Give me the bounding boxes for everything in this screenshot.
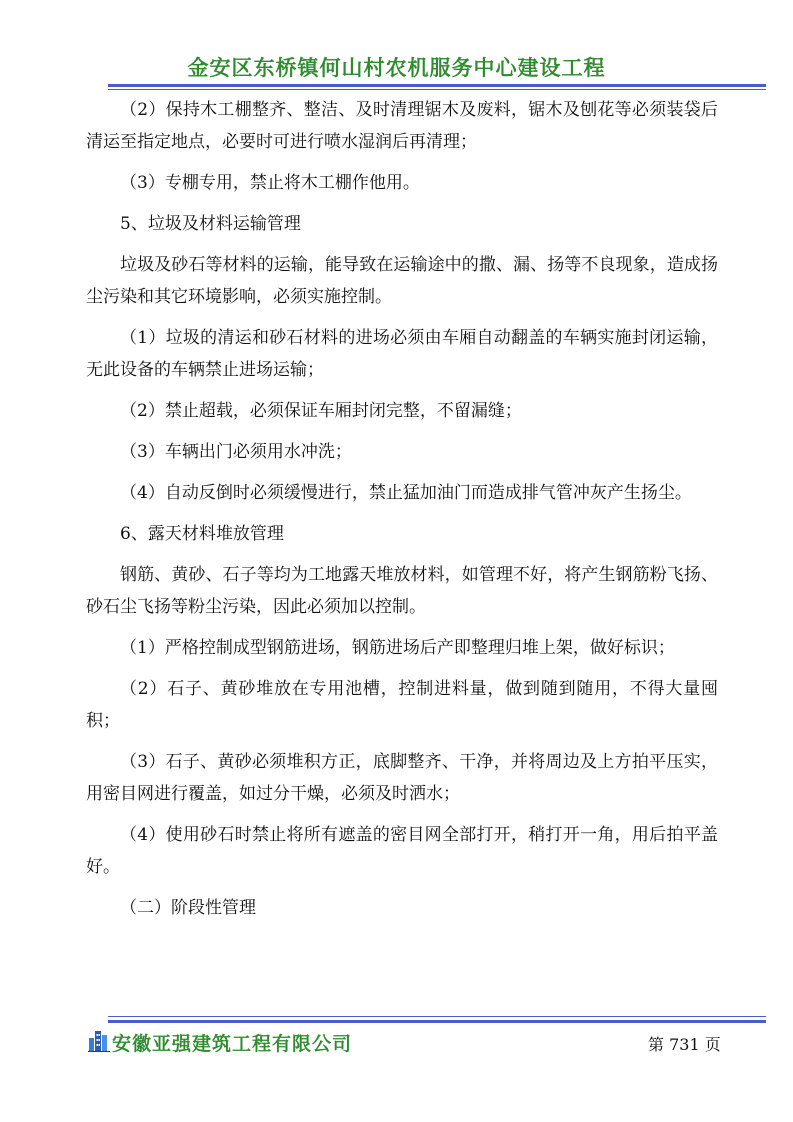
paragraph: （2）禁止超载，必须保证车厢封闭完整，不留漏缝； [120, 401, 522, 421]
paragraph: （1）垃圾的清运和砂石材料的进场必须由车厢自动翻盖的车辆实施封闭运输，无此设备的车辆禁止进场运输； [86, 328, 718, 380]
footer-rule-thick [108, 1020, 766, 1023]
paragraph: （2）石子、黄砂堆放在专用池槽，控制进料量，做到随到随用，不得大量囤积； [86, 679, 718, 731]
document-body [86, 94, 718, 933]
paragraph: （3）石子、黄砂必须堆积方正，底脚整齐、干净，并将周边及上方拍平压实，用密目网进行覆盖，如过分干燥，必须及时洒水； [86, 752, 718, 804]
paragraph: （3）专棚专用，禁止将木工棚作他用。 [120, 173, 420, 193]
header-rule-thin [108, 89, 766, 90]
section-heading: （二）阶段性管理 [120, 898, 256, 918]
paragraph: 垃圾及砂石等材料的运输，能导致在运输途中的撒、漏、扬等不良现象，造成扬尘污染和其它环境影响，必须实施控制。 [86, 255, 718, 307]
section-heading: 6、露天材料堆放管理 [120, 524, 284, 544]
paragraph: （1）严格控制成型钢筋进场，钢筋进场后产即整理归堆上架，做好标识； [120, 638, 675, 658]
section-heading: 5、垃圾及材料运输管理 [120, 214, 301, 234]
header-rule-thick [108, 84, 766, 87]
footer-rule-thin [108, 1016, 766, 1017]
page-number: 第 731 页 [648, 1035, 721, 1054]
paragraph: （3）车辆出门必须用水冲洗； [120, 442, 352, 462]
building-logo-icon [88, 1028, 110, 1052]
page-header-title: 金安区东桥镇何山村农机服务中心建设工程 [187, 56, 606, 80]
footer-company-name: 安徽亚强建筑工程有限公司 [112, 1033, 353, 1055]
paragraph: （4）使用砂石时禁止将所有遮盖的密目网全部打开，稍打开一角，用后拍平盖好。 [86, 825, 718, 877]
paragraph: （4）自动反倒时必须缓慢进行，禁止猛加油门而造成排气管冲灰产生扬尘。 [120, 483, 692, 503]
paragraph: （2）保持木工棚整齐、整洁、及时清理锯木及废料，锯木及刨花等必须装袋后清运至指定地点，必要时可进行喷水湿润后再清理； [86, 100, 718, 152]
paragraph: 钢筋、黄砂、石子等均为工地露天堆放材料，如管理不好，将产生钢筋粉飞扬、砂石尘飞扬等粉尘污染，因此必须加以控制。 [86, 565, 718, 617]
